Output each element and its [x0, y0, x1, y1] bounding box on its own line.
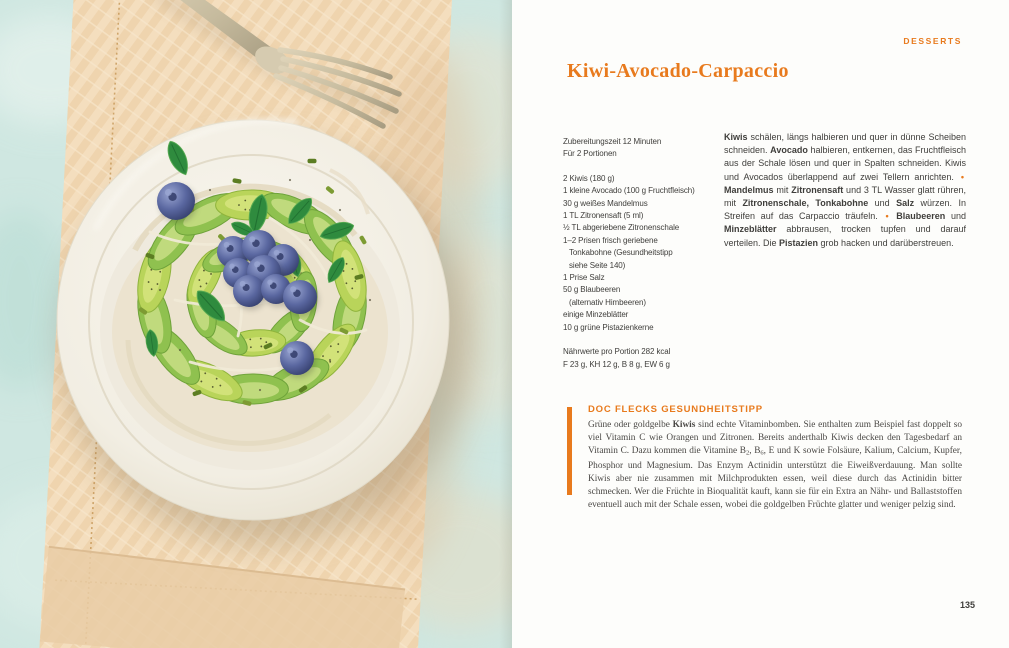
blueberry-highlight	[254, 261, 260, 267]
recipe-page	[512, 0, 1009, 648]
blueberry-highlight	[274, 250, 280, 256]
blueberry-highlight	[240, 281, 246, 287]
text-line: 2 Kiwis (180 g)	[563, 173, 615, 183]
tip-accent-bar	[567, 407, 572, 495]
spice-speck	[369, 299, 371, 301]
recipe-meta	[563, 136, 728, 161]
blueberry-highlight	[267, 280, 272, 285]
blueberry-highlight	[224, 242, 230, 248]
text-line: 1 Prise Salz	[563, 273, 605, 283]
spice-speck	[159, 289, 161, 291]
tip-heading: DOC FLECKS GESUNDHEITSTIPP	[588, 404, 763, 415]
spice-speck	[179, 349, 181, 351]
bullet-separator: •	[885, 211, 889, 222]
text-line: 10 g grüne Pistazienkerne	[563, 322, 654, 332]
section-label: DESSERTS	[903, 36, 962, 46]
blueberry-highlight	[287, 347, 293, 353]
text-line: Tonkabohne (Gesundheitstipp	[569, 248, 673, 258]
text-line: 1 TL Zitronensaft (5 ml)	[563, 211, 644, 221]
text-line: Nährwerte pro Portion 282 kcal	[563, 347, 671, 357]
blueberry-highlight	[249, 236, 255, 242]
kiwi-seed	[244, 200, 246, 202]
instructions-column	[724, 131, 966, 250]
text-line: Zubereitungszeit 12 Minuten	[563, 137, 662, 146]
text-line: (alternativ Himbeeren)	[569, 297, 646, 307]
text-line: 1 kleine Avocado (100 g Fruchtfleisch)	[563, 186, 695, 196]
spice-speck	[209, 189, 211, 191]
text-line: einige Minzeblätter	[563, 310, 629, 320]
text-line: 50 g Blaubeeren	[563, 285, 621, 295]
health-tip-box	[567, 404, 967, 512]
nutrition-info	[563, 346, 728, 371]
kiwi-seed	[244, 209, 246, 211]
spice-speck	[339, 209, 341, 211]
spice-speck	[289, 179, 291, 181]
text-line: siehe Seite 140)	[569, 260, 626, 270]
page-title: Kiwi-Avocado-Carpaccio	[567, 60, 789, 82]
text-line: 30 g weißes Mandelmus	[563, 198, 648, 208]
blueberry-highlight	[229, 264, 234, 269]
pistachio-piece	[308, 159, 317, 163]
blueberry-body	[157, 182, 195, 220]
spice-speck	[259, 389, 261, 391]
text-line: ½ TL abgeriebene Zitronenschale	[563, 223, 680, 233]
ingredients-column	[563, 136, 728, 383]
blueberry-highlight	[165, 189, 172, 196]
instructions-text: Kiwis schälen, längs halbieren und quer in dünne Scheiben schneiden. Avocado halbieren, entkernen, das Fruchtfleisch aus der Schale lösen und quer in Spalten schneiden. Kiwis und Avocados überlappend auf zwei Tellern anrichten. • Mandelmus mit Zitronensaft und 3 TL Wasser glatt rühren, mit Zitronenschale, Tonkabohne und Salz würzen. In Streifen auf das Carpaccio träufeln. • Blaubeeren und Minzeblätter abbrausen, trocken tupfen und darauf verteilen. Die Pistazien grob hacken und darüberstreuen.	[724, 132, 966, 248]
page-number: 135	[959, 600, 975, 610]
blueberry-body	[233, 275, 265, 307]
blueberry-highlight	[290, 286, 296, 292]
ingredient-list	[563, 173, 728, 334]
text-line: F 23 g, KH 12 g, B 8 g, EW 6 g	[563, 359, 670, 369]
blueberry-body	[283, 280, 317, 314]
text-line: Für 2 Portionen	[563, 149, 617, 159]
blueberry-body	[280, 341, 314, 375]
tip-content	[588, 404, 967, 512]
tip-body: Grüne oder goldgelbe Kiwis sind echte Vitaminbomben. Sie enthalten zum Beispiel fast doppelt so viel Vitamin C wie Orangen und Zitronen. Bereits anderthalb Kiwis decken den Tagesbedarf an Vitamin C. Dazu kommen die Vitamine $B_2$, $B_6$, E und K sowie Folsäure, Kalium, Calcium, Kupfer, Phosphor und Magnesium. Das Enzym Actinidin unterstützt die Eiweißverdauung. Man sollte Kiwis aber nie zusammen mit Milchprodukten essen, weil diese durch das Actinidin bitter schmecken. Wer die Früchte in Bioqualität kauft, kann sie für ein Extra an Nähr- und Ballaststoffen eventuell auch mit der Schale essen, wobei die goldgelben Früchte glatter und weniger pelzig sind.	[588, 420, 962, 511]
kiwi-seed	[238, 204, 240, 206]
bullet-separator: •	[960, 171, 964, 182]
spice-speck	[329, 359, 331, 361]
text-line: 1–2 Prisen frisch geriebene	[563, 235, 658, 245]
spice-speck	[309, 239, 311, 241]
